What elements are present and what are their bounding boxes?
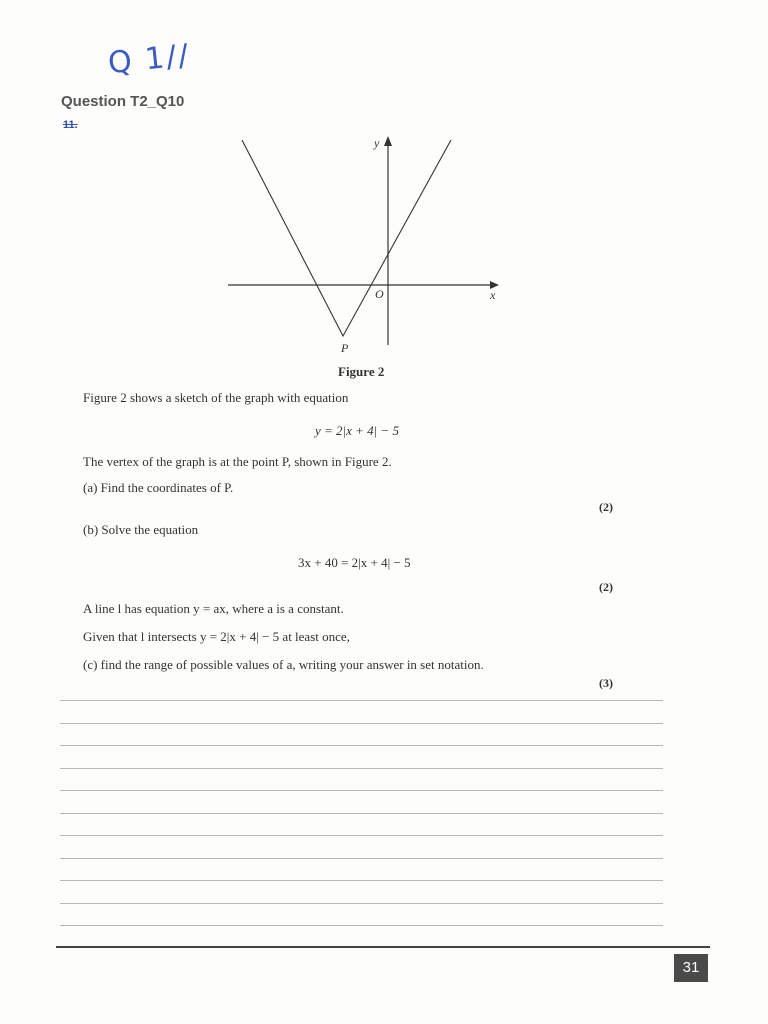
line-definition: A line l has equation y = ax, where a is a constant.	[83, 601, 344, 616]
answer-line[interactable]	[60, 790, 663, 791]
answer-lines[interactable]	[60, 700, 663, 948]
graph-curve	[242, 140, 451, 336]
vertex-label: P	[341, 341, 349, 355]
handwritten-annotation: Q 1//	[106, 37, 193, 82]
given-statement: Given that l intersects y = 2|x + 4| − 5 at least once,	[83, 629, 350, 644]
part-a-marks: (2)	[599, 500, 613, 514]
graph-equation: y = 2|x + 4| − 5	[315, 423, 400, 438]
part-b-equation: 3x + 40 = 2|x + 4| − 5	[298, 555, 411, 570]
answer-line[interactable]	[60, 903, 663, 904]
answer-line[interactable]	[60, 925, 663, 926]
x-axis-label: x	[490, 288, 496, 302]
origin-label: O	[375, 287, 384, 301]
answer-line[interactable]	[60, 858, 663, 859]
answer-line[interactable]	[60, 813, 663, 814]
question-label: Question T2_Q10	[61, 93, 185, 110]
part-b-marks: (2)	[599, 580, 613, 594]
struck-question-number: 11.	[63, 119, 78, 131]
answer-line[interactable]	[60, 768, 663, 769]
part-a-question: (a) Find the coordinates of P.	[83, 480, 234, 495]
part-b-question: (b) Solve the equation	[83, 522, 199, 537]
intro-text: Figure 2 shows a sketch of the graph with equation	[83, 390, 349, 405]
part-c-marks: (3)	[599, 676, 613, 690]
answer-line[interactable]	[60, 835, 663, 836]
figure-caption: Figure 2	[338, 364, 385, 379]
figure-2-graph	[0, 0, 768, 400]
footer-rule	[56, 946, 710, 948]
answer-line[interactable]	[60, 880, 663, 881]
y-axis-label: y	[374, 136, 380, 150]
y-axis-arrowhead	[384, 136, 392, 146]
page-number: 31	[674, 954, 708, 982]
part-c-question: (c) find the range of possible values of a, writing your answer in set notation.	[83, 657, 484, 672]
answer-line[interactable]	[60, 700, 663, 701]
vertex-text: The vertex of the graph is at the point P, shown in Figure 2.	[83, 454, 392, 469]
answer-line[interactable]	[60, 723, 663, 724]
answer-line[interactable]	[60, 745, 663, 746]
